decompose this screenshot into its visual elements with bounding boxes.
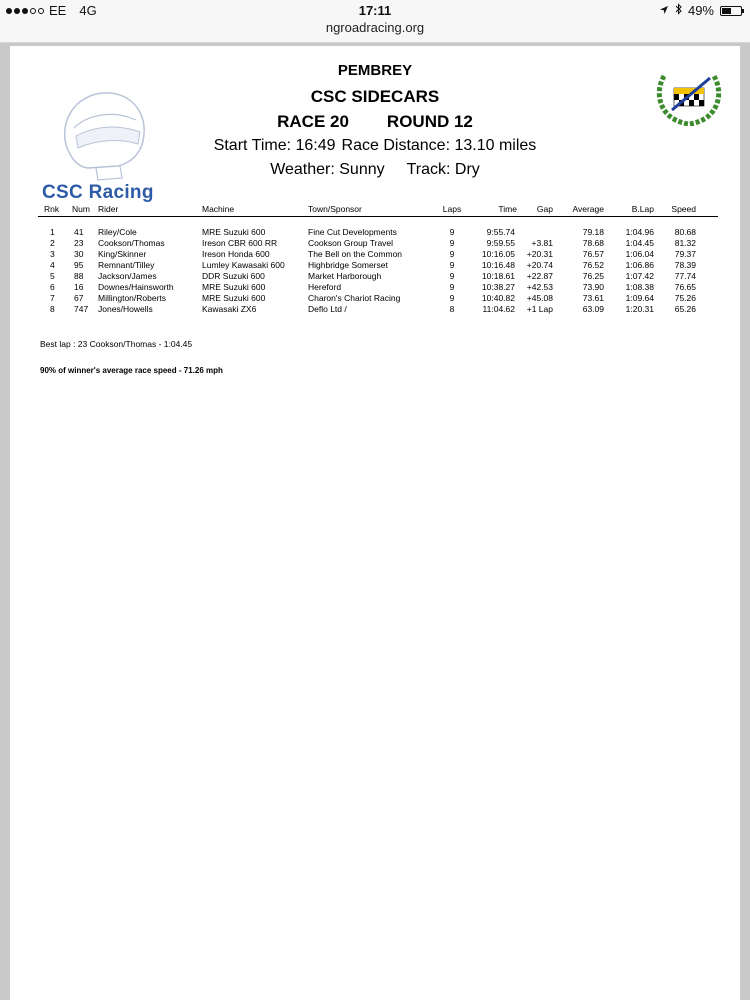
- cell-blap: 1:07.42: [625, 271, 654, 281]
- cell-speed: 65.26: [674, 304, 696, 314]
- bluetooth-icon: [675, 3, 682, 18]
- col-machine: Machine: [202, 204, 235, 214]
- col-speed: Speed: [671, 204, 696, 214]
- weather: Weather: Sunny: [270, 161, 385, 178]
- cell-average: 76.52: [582, 260, 604, 270]
- cell-blap: 1:04.96: [625, 227, 654, 237]
- cell-laps: 9: [449, 282, 455, 292]
- cell-town: Hereford: [308, 282, 342, 292]
- table-row: [38, 271, 718, 282]
- cell-laps: 9: [449, 271, 455, 281]
- cell-average: 63.09: [582, 304, 604, 314]
- cell-machine: DDR Suzuki 600: [202, 271, 265, 281]
- cell-num: 30: [74, 249, 84, 259]
- table-row: [38, 227, 718, 238]
- cell-num: 67: [74, 293, 84, 303]
- cell-laps: 9: [449, 260, 455, 270]
- cell-rider: Millington/Roberts: [98, 293, 167, 303]
- cell-average: 73.61: [582, 293, 604, 303]
- cell-machine: MRE Suzuki 600: [202, 227, 266, 237]
- carrier-name: EE: [49, 3, 67, 18]
- cell-num: 95: [74, 260, 84, 270]
- cell-rnk: 3: [50, 249, 55, 259]
- cell-rnk: 8: [50, 304, 55, 314]
- cell-time: 11:04.62: [482, 304, 515, 314]
- track-condition: Track: Dry: [406, 161, 480, 178]
- cell-machine: Ireson Honda 600: [202, 249, 270, 259]
- logo-caption: CSC Racing: [42, 182, 154, 203]
- col-gap: Gap: [536, 204, 553, 214]
- cell-town: Deflo Ltd /: [308, 304, 347, 314]
- col-time: Time: [498, 204, 517, 214]
- cell-rider: King/Skinner: [98, 249, 147, 259]
- cell-speed: 80.68: [674, 227, 696, 237]
- cell-num: 41: [74, 227, 84, 237]
- cell-speed: 79.37: [674, 249, 696, 259]
- class-title: CSC SIDECARS: [310, 87, 440, 106]
- table-row: [38, 304, 718, 315]
- cell-laps: 8: [449, 304, 455, 314]
- cell-rider: Cookson/Thomas: [98, 238, 165, 248]
- cell-town: Market Harborough: [308, 271, 382, 281]
- table-row: [38, 282, 718, 293]
- cell-rnk: 6: [50, 282, 55, 292]
- location-arrow-icon: [659, 3, 669, 18]
- cell-rider: Downes/Hainsworth: [98, 282, 174, 292]
- col-blap: B.Lap: [631, 204, 654, 214]
- clock: 17:11: [358, 3, 392, 18]
- results-table: [38, 204, 718, 315]
- cell-average: 76.25: [582, 271, 604, 281]
- cell-rider: Jones/Howells: [98, 304, 153, 314]
- cell-laps: 9: [449, 227, 455, 237]
- cell-gap: +22.87: [526, 271, 553, 281]
- cell-town: Cookson Group Travel: [308, 238, 394, 248]
- col-rnk: Rnk: [44, 204, 60, 214]
- start-distance: [10, 137, 740, 155]
- cell-blap: 1:20.31: [625, 304, 654, 314]
- cell-speed: 78.39: [674, 260, 696, 270]
- network-type: 4G: [79, 3, 97, 18]
- cell-time: 10:16.48: [481, 260, 515, 270]
- cell-time: 9:59.55: [486, 238, 515, 248]
- cell-speed: 81.32: [674, 238, 696, 248]
- cell-average: 78.68: [582, 238, 604, 248]
- cell-speed: 75.26: [674, 293, 696, 303]
- cell-gap: +42.53: [526, 282, 553, 292]
- cell-average: 76.57: [582, 249, 604, 259]
- cell-speed: 76.65: [674, 282, 696, 292]
- cell-rider: Jackson/James: [98, 271, 157, 281]
- start-time: Start Time: 16:49: [213, 137, 336, 154]
- results-document: [10, 46, 740, 1000]
- cell-rider: Riley/Cole: [98, 227, 137, 237]
- battery-icon: [720, 6, 742, 16]
- cell-town: The Bell on the Common: [308, 249, 403, 259]
- cell-machine: Kawasaki ZX6: [202, 304, 257, 314]
- cell-gap: +20.31: [526, 249, 553, 259]
- cell-laps: 9: [449, 249, 455, 259]
- cell-blap: 1:09.64: [625, 293, 654, 303]
- table-row: [38, 293, 718, 304]
- cell-num: 16: [74, 282, 84, 292]
- conditions: [10, 161, 740, 179]
- status-right: [659, 3, 742, 18]
- cell-town: Fine Cut Developments: [308, 227, 397, 237]
- col-rider: Rider: [98, 204, 119, 214]
- race-round: [10, 112, 740, 132]
- cell-gap: +3.81: [531, 238, 553, 248]
- round-number: ROUND 12: [386, 112, 473, 131]
- table-row: [38, 260, 718, 271]
- cell-laps: 9: [449, 293, 455, 303]
- cell-num: 88: [74, 271, 84, 281]
- cell-rnk: 4: [50, 260, 55, 270]
- address-bar[interactable]: ngroadracing.org: [325, 20, 425, 35]
- cell-gap: +1 Lap: [526, 304, 553, 314]
- best-lap-note: Best lap : 23 Cookson/Thomas - 1:04.45: [40, 339, 193, 349]
- table-row: [38, 249, 718, 260]
- cell-num: 23: [74, 238, 84, 248]
- cell-time: 9:55.74: [486, 227, 515, 237]
- cell-time: 10:16.05: [481, 249, 515, 259]
- battery-percent: 49%: [687, 3, 714, 18]
- cell-rnk: 5: [50, 271, 55, 281]
- cell-rnk: 1: [50, 227, 55, 237]
- venue-title: PEMBREY: [337, 62, 413, 79]
- col-laps: Laps: [442, 204, 462, 214]
- cell-blap: 1:06.04: [625, 249, 654, 259]
- cell-town: Charon's Chariot Racing: [308, 293, 401, 303]
- cell-gap: +45.08: [526, 293, 553, 303]
- cell-gap: +20.74: [526, 260, 553, 270]
- cell-machine: Ireson CBR 600 RR: [202, 238, 278, 248]
- cell-blap: 1:08.38: [625, 282, 654, 292]
- cell-machine: MRE Suzuki 600: [202, 282, 266, 292]
- cell-average: 73.90: [582, 282, 604, 292]
- winner-speed-note: 90% of winner's average race speed - 71.26 mph: [40, 366, 223, 375]
- race-distance: Race Distance: 13.10 miles: [341, 137, 537, 154]
- cell-laps: 9: [449, 238, 455, 248]
- cell-num: 747: [74, 304, 89, 314]
- cell-time: 10:18.61: [481, 271, 515, 281]
- cell-machine: MRE Suzuki 600: [202, 293, 266, 303]
- col-average: Average: [572, 204, 604, 214]
- table-header: [38, 204, 718, 217]
- cell-blap: 1:04.45: [625, 238, 654, 248]
- cell-rnk: 7: [50, 293, 55, 303]
- status-bar: [0, 0, 750, 43]
- cell-town: Highbridge Somerset: [308, 260, 388, 270]
- col-num: Num: [72, 204, 90, 214]
- cell-time: 10:38.27: [481, 282, 515, 292]
- cell-rider: Remnant/Tilley: [98, 260, 155, 270]
- cell-blap: 1:06.86: [625, 260, 654, 270]
- cell-time: 10:40.82: [481, 293, 515, 303]
- cell-rnk: 2: [50, 238, 55, 248]
- cell-average: 79.18: [582, 227, 604, 237]
- race-number: RACE 20: [277, 112, 349, 131]
- cell-machine: Lumley Kawasaki 600: [202, 260, 285, 270]
- table-row: [38, 238, 718, 249]
- cell-speed: 77.74: [674, 271, 696, 281]
- col-town: Town/Sponsor: [308, 204, 362, 214]
